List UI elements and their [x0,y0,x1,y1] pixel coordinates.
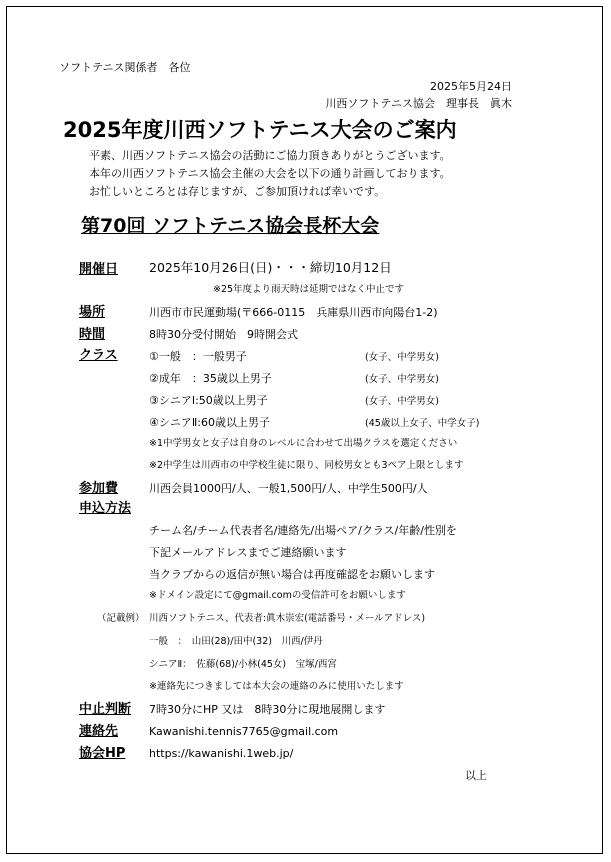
class-item: ②成年 ：35歳以上男子 [149,372,272,385]
sender: 川西ソフトテニス協会 理事長 眞木 [325,97,512,110]
apply-line: チーム名/チーム代表者名/連絡先/出場ペア/クラス/年齢/性別を [149,524,457,537]
contact-usage-note: ※連絡先につきましては本大会の連絡のみに使用いたします [149,681,404,692]
class-item-extra: (女子、中学男女) [365,396,439,407]
class-item: ①一般 ：一般男子 [149,350,247,363]
website-url: https://kawanishi.1web.jp/ [149,747,294,760]
class-item: ④シニアⅡ:60歳以上男子 [149,416,270,429]
contact-email: Kawanishi.tennis7765@gmail.com [149,725,339,738]
venue-value: 川西市市民運動場(〒666-0115 兵庫県川西市向陽台1-2) [149,306,438,319]
class-item: ③シニアⅠ:50歳以上男子 [149,394,268,407]
class-note: ※1中学男女と女子は自身のレベルに合わせて出場クラスを選定ください [149,438,458,449]
closing-mark: 以上 [465,769,487,782]
time-label: 時間 [79,327,106,342]
domain-note: ※ドメイン設定にて@gmail.comの受信許可をお願いします [149,590,406,601]
intro-line: お忙しいところとは存じますが、ご参加頂ければ幸いです。 [89,185,386,198]
cancel-value: 7時30分にHP 又は 8時30分に現地展開します [149,703,386,716]
intro-line: 平素、川西ソフトテニス協会の活動にご協力頂きありがとうございます。 [89,149,451,162]
class-note: ※2中学生は川西市の中学校生徒に限り、同校男女とも3ペア上限とします [149,460,464,471]
example-line: シニアⅡ： 佐藤(68)/小林(45女) 宝塚/西宮 [149,659,337,670]
recipient: ソフトテニス関係者 各位 [59,61,191,74]
event-title: 第70回 ソフトテニス協会長杯大会 [81,215,380,237]
class-item-extra: (45歳以上女子、中学女子) [365,418,480,429]
venue-label: 場所 [79,305,106,320]
apply-label: 申込方法 [79,501,132,516]
schedule-label: 開催日 [79,262,119,277]
issue-date: 2025年5月24日 [430,80,512,93]
example-line: 一般 ： 山田(28)/田中(32) 川西/伊丹 [149,636,323,647]
fee-label: 参加費 [79,481,119,496]
fee-value: 川西会員1000円/人、一般1,500円/人、中学生500円/人 [149,482,428,495]
intro-line: 本年の川西ソフトテニス協会主催の大会を以下の通り計画しております。 [89,167,451,180]
class-item-extra: (女子、中学男女) [365,374,439,385]
apply-line: 当クラブからの返信が無い場合は再度確認をお願いします [149,568,435,581]
example-line: 川西ソフトテニス、代表者:眞木崇宏(電話番号・メールアドレス) [149,613,426,624]
schedule-value: 2025年10月26日(日)・・・締切10月12日 [149,260,392,275]
apply-line: 下記メールアドレスまでご連絡願います [149,546,347,559]
class-item-extra: (女子、中学男女) [365,352,439,363]
time-value: 8時30分受付開始 9時開会式 [149,328,298,341]
class-label: クラス [79,348,118,363]
example-label: （記載例） [97,613,145,624]
website-label: 協会HP [79,746,126,761]
page-title: 2025年度川西ソフトテニス大会のご案内 [63,118,457,142]
document-page [6,6,603,854]
contact-label: 連絡先 [79,724,119,739]
schedule-note: ※25年度より雨天時は延期ではなく中止です [213,284,405,295]
cancel-label: 中止判断 [79,702,132,717]
